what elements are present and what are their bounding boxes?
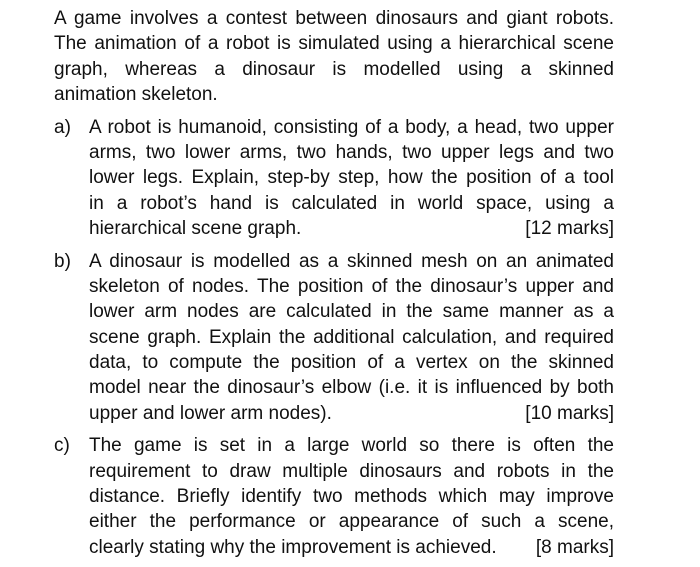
question-a [54,115,614,242]
question-b [54,249,614,427]
question-letter: c) [54,435,70,457]
question-letter: b) [54,250,71,272]
question-line: either the performance or appearance of such a scene, [89,511,614,533]
question-text [89,115,614,242]
intro-paragraph [54,6,614,108]
intro-line: graph, whereas a dinosaur is modelled using a skinned [54,58,614,80]
question-line: lower legs. Explain, step-by step, how the position of a tool [89,167,614,189]
question-line: skeleton of nodes. The position of the dinosaur’s upper and [89,275,614,297]
question-letter: a) [54,116,71,138]
question-line: data, to compute the position of a vertex on the skinned [89,352,614,374]
question-line: lower arm nodes are calculated in the same manner as a [89,301,614,323]
intro-line: A game involves a contest between dinosaurs and giant robots. [54,8,614,29]
question-text [89,249,614,427]
question-line: distance. Briefly identify two methods which may improve [89,486,614,508]
question-c [54,433,614,560]
question-last-line [89,535,614,560]
exam-question-page [54,6,614,560]
question-line: model near the dinosaur’s elbow (i.e. it is influenced by both [89,377,614,399]
question-line: A dinosaur is modelled as a skinned mesh on an animated [89,250,614,272]
question-line: requirement to draw multiple dinosaurs and robots in the [89,460,614,482]
question-line: scene graph. Explain the additional calculation, and required [89,326,614,348]
question-text [89,433,614,560]
marks-label: [12 marks] [525,218,614,240]
question-line: hierarchical scene graph. [89,218,302,240]
marks-label: [8 marks] [535,536,614,558]
question-line: in a robot’s hand is calculated in world space, using a [89,192,614,214]
question-line: clearly stating why the improvement is achieved. [89,536,497,558]
intro-line: The animation of a robot is simulated using a hierarchical scene [54,33,614,55]
intro-line: animation skeleton. [54,84,218,106]
question-last-line [89,216,614,241]
question-line: The game is set in a large world so there is often the [89,435,614,457]
question-line: upper and lower arm nodes). [89,402,332,424]
question-line: arms, two lower arms, two hands, two upper legs and two [89,141,614,163]
marks-label: [10 marks] [525,402,614,424]
question-last-line [89,401,614,426]
question-line: A robot is humanoid, consisting of a body, a head, two upper [89,116,614,138]
